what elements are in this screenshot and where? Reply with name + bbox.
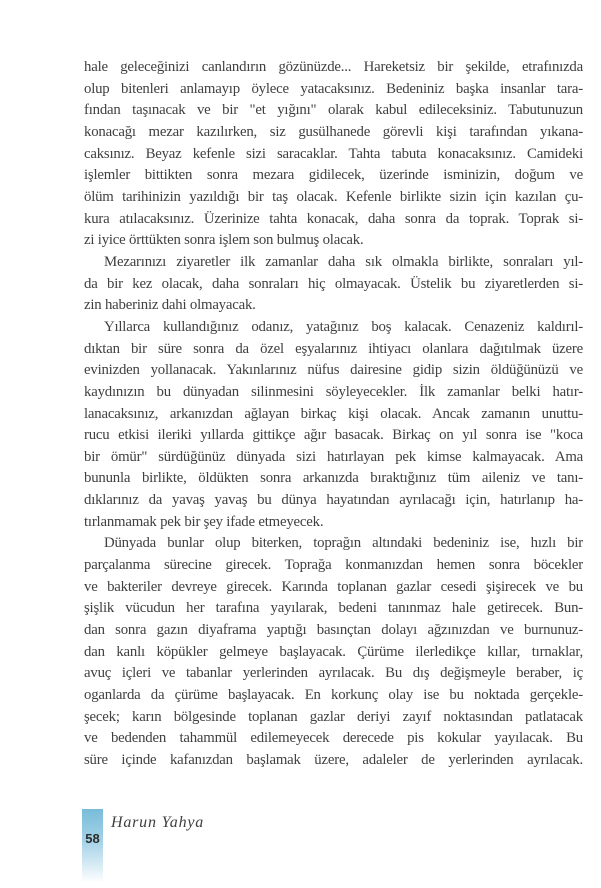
text-line: ve bedenden tahammül edilemeyecek derecede pis kokular yayılacak. Bu — [84, 730, 583, 747]
text-line: dıklarınız da yavaş yavaş bu dünya hayatından ayrılacağı için, hatırlanıp ha- — [84, 492, 583, 509]
text-line: dıktan bir süre sonra da özel eşyalarınız ihtiyacı olanlara dağıtılmak üzere — [84, 340, 583, 357]
page-number-bar — [82, 809, 103, 888]
text-line: dan sonra gazın diyaframa yaptığı basınçtan dolayı ağzınızdan ve burnunuz- — [84, 622, 583, 639]
text-line: zi iyice örttükten sonra işlem son bulmuş olacak. — [84, 232, 364, 249]
text-line: bununla birlikte, öldükten sonra arkanızda bıraktığınız tüm aileniz ve tanı- — [84, 470, 583, 487]
text-line: fından taşınacak ve bir "et yığını" olarak kabul edileceksiniz. Tabutunuzun — [84, 102, 583, 119]
text-line: olup bitenleri anlamayıp öylece yatacaksınız. Bedeniniz başka insanlar tara- — [84, 80, 583, 97]
text-line: caksınız. Beyaz kefenle sizi saracaklar. Tahta tabuta konacaksınız. Camideki — [84, 145, 583, 162]
text-line: süre içinde kafanızdan başlamak üzere, adaleler de yerlerinden ayrılacak. — [84, 752, 583, 768]
text-line: kura atılacaksınız. Üzerinize tahta konacak, daha sonra da toprak. Toprak si- — [84, 210, 583, 227]
text-line: ölüm tarihinizin yazıldığı bir taş olacak. Kefenle birlikte sizin için kazılan çu- — [84, 188, 583, 205]
text-line: dan kanlı köpükler gelmeye başlayacak. Çürüme ilerledikçe kıllar, tırnaklar, — [84, 643, 583, 660]
body-text — [84, 57, 583, 772]
text-line: konacağı mezar kazılırken, siz gusülhanede görevli kişi tarafından yıkana- — [84, 123, 583, 140]
text-line: zin haberiniz dahi olmayacak. — [84, 297, 256, 314]
text-line: kaydınızın bu dünyadan silinmesini söyleyecekler. İlk zamanlar belki hatır- — [84, 383, 583, 400]
text-line: işlemler bittikten sonra mezara gidilecek, üzerinde isminizin, doğum ve — [84, 167, 583, 184]
text-line: parçalanma sürecine girecek. Toprağa konmanızdan hemen sonra böcekler — [84, 557, 583, 574]
text-line: evinizden yollanacak. Yakınlarınız nüfus dairesine gidip sizin öldüğünüzü ve — [84, 362, 583, 379]
text-line: avuç içleri ve tabanlar yerlerinden ayrılacak. Bu dış değişmeyle beraber, iç — [84, 665, 583, 682]
text-line: Dünyada bunlar olup biterken, toprağın altındaki bedeniniz ise, hızlı bir — [104, 535, 583, 552]
running-title: Harun Yahya — [111, 814, 205, 831]
text-line: Mezarınızı ziyaretler ilk zamanlar daha sık olmakla birlikte, sonraları yıl- — [104, 253, 583, 270]
text-line: şişlik vücudun her tarafına yayılarak, bedeni tanınmaz hale getirecek. Bun- — [84, 600, 583, 617]
text-line: da bir kez olacak, daha sonraları hiç olmayacak. Üstelik bu ziyaretlerden si- — [84, 275, 583, 292]
text-line: lanacaksınız, arkanızdan ağlayan birkaç kişi olacak. Ancak zamanın unuttu- — [84, 405, 583, 422]
text-line: Yıllarca kullandığınız odanız, yatağınız boş kalacak. Cenazeniz kaldırıl- — [104, 318, 583, 335]
text-line: oganlarda da çürüme başlayacak. En korkunç olay ise bu noktada gerçekle- — [84, 687, 583, 704]
text-line: şecek; karın bölgesinde toplanan gazlar deriyi zayıf noktasından patlatacak — [84, 708, 583, 725]
text-line: hale geleceğinizi canlandırın gözünüzde... Hareketsiz bir şekilde, etrafınızda — [84, 59, 583, 75]
text-line: bir ömür" sürdüğünüz dünyada sizi hatırlayan pek kimse kalmayacak. Ama — [84, 448, 583, 465]
text-line: tırlanmamak pek bir şey ifade etmeyecek. — [84, 513, 324, 530]
page-number: 58 — [85, 831, 100, 846]
text-line: rucu etkisi ileriki yıllarda gittikçe ağır basacak. Birkaç on yıl sonra ise "koca — [84, 427, 583, 444]
text-line: ve bakteriler devreye girecek. Karında toplanan gazlar cesedi şişirecek ve bu — [84, 578, 583, 595]
